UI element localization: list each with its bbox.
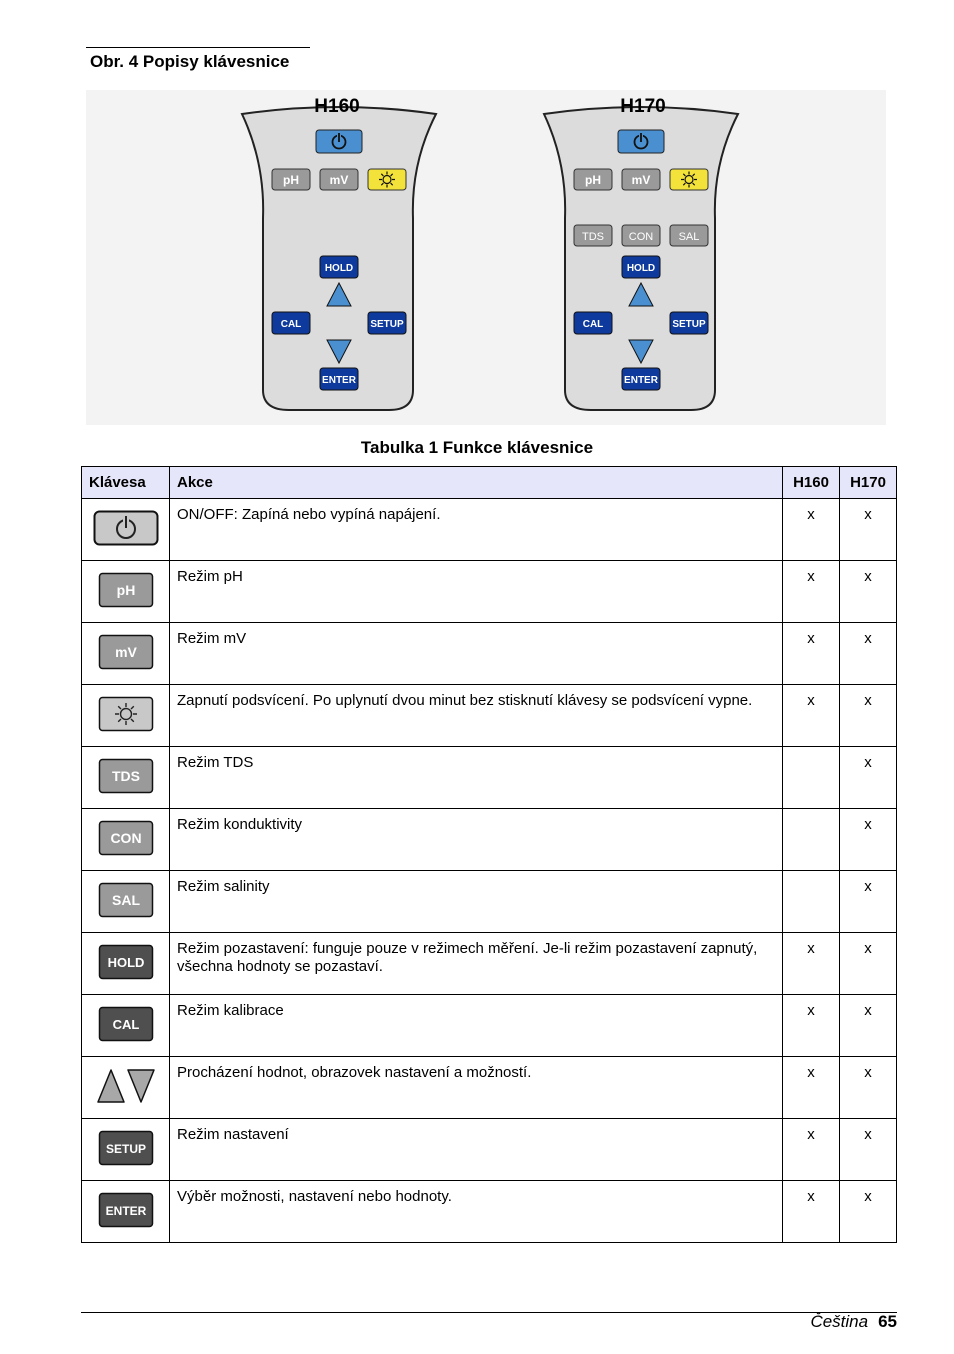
enter-key — [622, 368, 660, 390]
h160-mark: x — [783, 1057, 840, 1119]
power-key — [316, 130, 362, 153]
h170-mark: x — [840, 1119, 897, 1181]
key-cell — [82, 561, 170, 623]
action-cell: Režim konduktivity — [170, 809, 783, 871]
key-cell — [82, 499, 170, 561]
action-cell: Výběr možnosti, nastavení nebo hodnoty. — [170, 1181, 783, 1243]
backlight-key — [368, 169, 406, 190]
action-cell: Režim salinity — [170, 871, 783, 933]
h160-mark: x — [783, 995, 840, 1057]
h170-mark: x — [840, 499, 897, 561]
svg-text:HOLD: HOLD — [324, 263, 354, 274]
h160-mark: x — [783, 623, 840, 685]
tds-key — [574, 225, 612, 246]
con-key-icon — [98, 820, 154, 856]
keypad-figure — [86, 90, 886, 425]
key-cell — [82, 747, 170, 809]
header-key: Klávesa — [82, 467, 170, 499]
ph-key — [574, 169, 612, 190]
enter-key — [320, 368, 358, 390]
backlight-key — [670, 169, 708, 190]
svg-text:CON: CON — [109, 829, 142, 846]
table-row — [82, 1181, 897, 1243]
svg-text:mV: mV — [114, 643, 137, 660]
svg-text:mV: mV — [631, 173, 651, 187]
h170-mark: x — [840, 747, 897, 809]
table-row — [82, 747, 897, 809]
table-row — [82, 809, 897, 871]
key-cell — [82, 933, 170, 995]
cal-key-icon — [98, 1006, 154, 1042]
ph-key — [272, 169, 310, 190]
svg-text:TDS: TDS — [111, 767, 140, 784]
h170-mark: x — [840, 995, 897, 1057]
table-row — [82, 1119, 897, 1181]
h160-mark: x — [783, 499, 840, 561]
remote-h170 — [541, 96, 741, 415]
hold-key — [320, 256, 358, 278]
page-footer — [810, 1312, 897, 1332]
sal-key-icon — [98, 882, 154, 918]
key-cell — [82, 995, 170, 1057]
h170-mark: x — [840, 685, 897, 747]
svg-text:CAL: CAL — [112, 1016, 139, 1032]
table-row — [82, 1057, 897, 1119]
h160-mark: x — [783, 1181, 840, 1243]
h170-mark: x — [840, 933, 897, 995]
table-row — [82, 871, 897, 933]
key-cell — [82, 809, 170, 871]
table-header-row — [82, 467, 897, 499]
mv-key — [320, 169, 358, 190]
tds-key-icon — [98, 758, 154, 794]
setup-key-icon — [98, 1130, 154, 1166]
hold-key — [622, 256, 660, 278]
svg-text:ENTER: ENTER — [105, 1203, 146, 1218]
action-cell: Režim pH — [170, 561, 783, 623]
table-row — [82, 933, 897, 995]
action-cell: Režim TDS — [170, 747, 783, 809]
h160-mark — [783, 871, 840, 933]
svg-text:SAL: SAL — [111, 891, 140, 908]
power-icon — [93, 510, 159, 546]
header-h170: H170 — [840, 467, 897, 499]
table-row — [82, 561, 897, 623]
up-down-arrows-icon — [95, 1067, 157, 1105]
key-cell — [82, 685, 170, 747]
action-cell: Zapnutí podsvícení. Po uplynutí dvou minut bez stisknutí klávesy se podsvícení vypne. — [170, 685, 783, 747]
setup-key — [670, 312, 708, 334]
enter-key-icon — [98, 1192, 154, 1228]
table-row — [82, 685, 897, 747]
svg-text:SAL: SAL — [678, 231, 700, 243]
key-cell — [82, 1119, 170, 1181]
svg-text:pH: pH — [116, 581, 135, 598]
figure-caption: Obr. 4 Popisy klávesnice — [90, 52, 290, 71]
key-cell — [82, 623, 170, 685]
h160-mark: x — [783, 685, 840, 747]
h160-mark: x — [783, 561, 840, 623]
key-cell — [82, 1181, 170, 1243]
hold-key-icon — [98, 944, 154, 980]
action-cell: Režim pozastavení: funguje pouze v režimech měření. Je-li režim pozastavení zapnutý, všechna hodnoty se pozastaví. — [170, 933, 783, 995]
svg-text:CAL: CAL — [582, 319, 604, 330]
remote-title: H170 — [620, 96, 666, 117]
caption-rule — [86, 47, 310, 48]
cal-key — [574, 312, 612, 334]
svg-text:HOLD: HOLD — [107, 954, 144, 970]
power-key — [618, 130, 664, 153]
h160-mark — [783, 747, 840, 809]
setup-key — [368, 312, 406, 334]
svg-text:ENTER: ENTER — [624, 375, 658, 386]
h160-mark: x — [783, 933, 840, 995]
mv-key-icon — [98, 634, 154, 670]
remote-title: H160 — [314, 96, 360, 117]
h170-mark: x — [840, 1181, 897, 1243]
backlight-icon — [98, 696, 154, 732]
key-cell — [82, 871, 170, 933]
key-cell — [82, 1057, 170, 1119]
h170-mark: x — [840, 561, 897, 623]
action-cell: Režim mV — [170, 623, 783, 685]
svg-text:CON: CON — [628, 231, 654, 243]
keypad-functions-table — [81, 466, 897, 1243]
table-row — [82, 499, 897, 561]
table-row — [82, 995, 897, 1057]
action-cell: Režim kalibrace — [170, 995, 783, 1057]
h160-mark — [783, 809, 840, 871]
svg-text:mV: mV — [329, 173, 349, 187]
action-cell: ON/OFF: Zapíná nebo vypíná napájení. — [170, 499, 783, 561]
h170-mark: x — [840, 871, 897, 933]
action-cell: Procházení hodnot, obrazovek nastavení a možností. — [170, 1057, 783, 1119]
header-h160: H160 — [783, 467, 840, 499]
cal-key — [272, 312, 310, 334]
footer-language: Čeština — [810, 1312, 869, 1331]
remote-h160 — [239, 96, 439, 415]
svg-text:SETUP: SETUP — [105, 1141, 146, 1156]
svg-text:SETUP: SETUP — [370, 319, 404, 330]
svg-text:TDS: TDS — [582, 231, 604, 243]
svg-text:CAL: CAL — [280, 319, 302, 330]
h170-mark: x — [840, 623, 897, 685]
h170-mark: x — [840, 809, 897, 871]
footer-rule — [81, 1312, 897, 1313]
mv-key — [622, 169, 660, 190]
action-cell: Režim nastavení — [170, 1119, 783, 1181]
ph-key-icon — [98, 572, 154, 608]
svg-text:SETUP: SETUP — [672, 319, 706, 330]
h160-mark: x — [783, 1119, 840, 1181]
table-row — [82, 623, 897, 685]
h170-mark: x — [840, 1057, 897, 1119]
svg-text:pH: pH — [283, 173, 299, 187]
table-caption: Tabulka 1 Funkce klávesnice — [360, 438, 594, 457]
header-action: Akce — [170, 467, 783, 499]
svg-text:pH: pH — [585, 173, 601, 187]
page-number: 65 — [878, 1312, 897, 1331]
sal-key — [670, 225, 708, 246]
svg-text:HOLD: HOLD — [626, 263, 656, 274]
con-key — [622, 225, 660, 246]
svg-text:ENTER: ENTER — [322, 375, 356, 386]
